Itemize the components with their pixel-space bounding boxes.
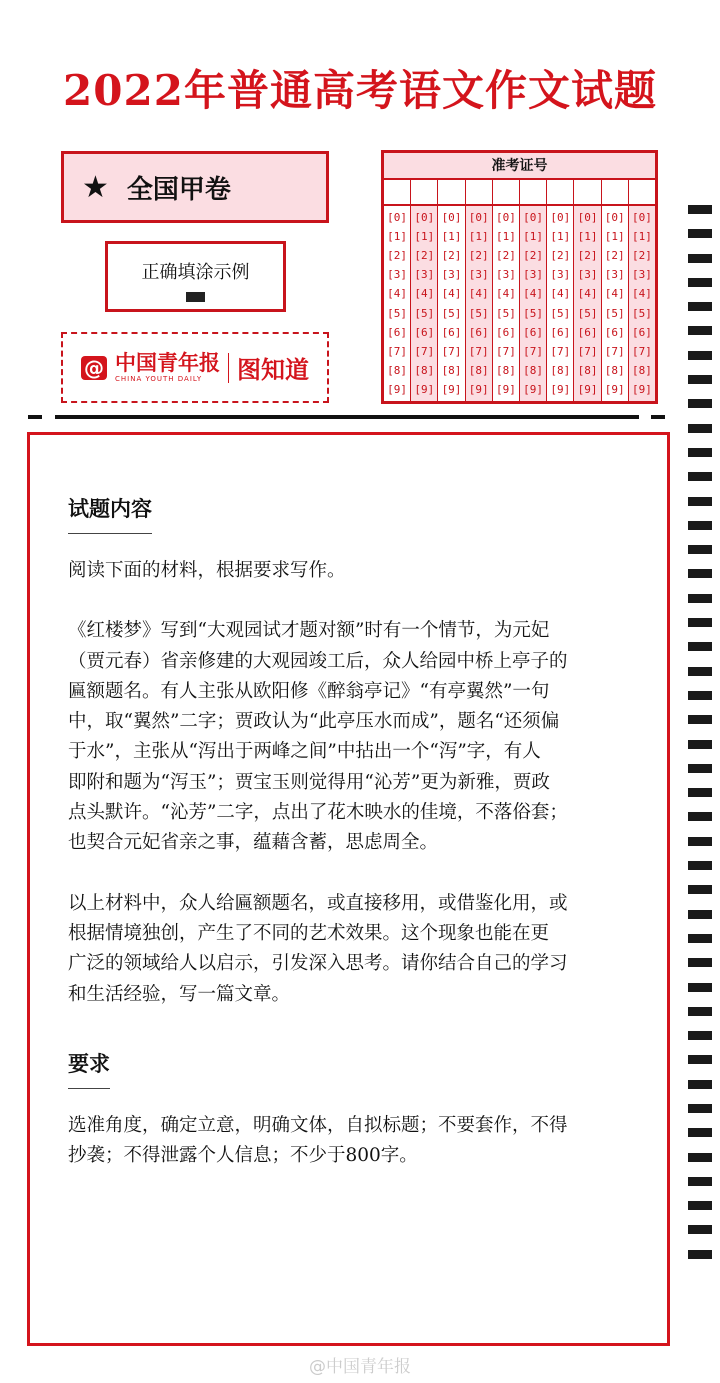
id-digit-box [629, 180, 655, 204]
text-line: 中，取“翼然”二字；贾政认为“此亭压水而成”，题名“还须偏 [68, 711, 560, 733]
timing-mark [688, 351, 712, 360]
digit-bubble[interactable]: [1] [495, 230, 516, 244]
id-digit-column [520, 206, 547, 401]
digit-bubble[interactable]: [8] [387, 363, 408, 377]
digit-bubble[interactable]: [6] [441, 325, 462, 339]
digit-bubble[interactable]: [3] [631, 268, 652, 282]
digit-bubble[interactable]: [5] [441, 306, 462, 320]
digit-bubble[interactable]: [7] [414, 344, 435, 358]
timing-mark [688, 399, 712, 408]
digit-bubble[interactable]: [6] [414, 325, 435, 339]
timing-mark [688, 375, 712, 384]
requirements-text [68, 1111, 637, 1172]
timing-mark [688, 837, 712, 846]
digit-bubble[interactable]: [6] [604, 325, 625, 339]
text-line: 广泛的领域给人以启示，引发深入思考。请你结合自己的学习 [68, 953, 568, 975]
digit-bubble[interactable]: [4] [468, 287, 489, 301]
digit-bubble[interactable]: [0] [604, 211, 625, 225]
question-content-box [27, 432, 670, 1346]
digit-bubble[interactable]: [4] [577, 287, 598, 301]
logo-brand: 图知道 [237, 356, 309, 384]
text-line: 根据情境独创，产生了不同的艺术效果。这个现象也能在更 [68, 922, 550, 944]
digit-bubble[interactable]: [8] [523, 363, 544, 377]
digit-bubble[interactable]: [9] [604, 382, 625, 396]
content-heading: 试题内容 [68, 493, 152, 534]
china-youth-daily-logo [61, 332, 329, 403]
digit-bubble[interactable]: [3] [604, 268, 625, 282]
id-digit-box [438, 180, 465, 204]
digit-bubble[interactable]: [1] [523, 230, 544, 244]
digit-bubble[interactable]: [9] [631, 382, 652, 396]
id-digit-box [466, 180, 493, 204]
logo-divider [228, 353, 229, 383]
digit-bubble[interactable]: [7] [495, 344, 516, 358]
digit-bubble[interactable]: [2] [577, 249, 598, 263]
digit-bubble[interactable]: [3] [441, 268, 462, 282]
digit-bubble[interactable]: [1] [604, 230, 625, 244]
id-digit-box [574, 180, 601, 204]
digit-bubble[interactable]: [3] [468, 268, 489, 282]
digit-bubble[interactable]: [8] [441, 363, 462, 377]
digit-bubble[interactable]: [7] [468, 344, 489, 358]
paper-type-label: 全国甲卷 [126, 174, 231, 205]
text-line: 选准角度，确定立意，明确文体，自拟标题；不要套作，不得 [68, 1114, 568, 1136]
digit-bubble[interactable]: [2] [414, 249, 435, 263]
timing-mark [688, 812, 712, 821]
text-line: 抄袭；不得泄露个人信息；不少于800字。 [68, 1145, 418, 1167]
digit-bubble[interactable]: [2] [604, 249, 625, 263]
id-digit-box [520, 180, 547, 204]
digit-bubble[interactable]: [3] [577, 268, 598, 282]
digit-bubble[interactable]: [6] [495, 325, 516, 339]
digit-bubble[interactable]: [6] [631, 325, 652, 339]
digit-bubble[interactable]: [0] [523, 211, 544, 225]
id-digit-box [384, 180, 411, 204]
digit-bubble[interactable]: [8] [631, 363, 652, 377]
paragraph [68, 616, 637, 858]
digit-bubble[interactable]: [6] [387, 325, 408, 339]
digit-bubble[interactable]: [1] [577, 230, 598, 244]
id-digit-column [493, 206, 520, 401]
digit-bubble[interactable]: [2] [468, 249, 489, 263]
digit-bubble[interactable]: [6] [523, 325, 544, 339]
timing-mark [688, 1153, 712, 1162]
digit-bubble[interactable]: [9] [550, 382, 571, 396]
divider-rule [55, 415, 639, 419]
timing-mark [688, 1128, 712, 1137]
digit-bubble[interactable]: [5] [495, 306, 516, 320]
digit-bubble[interactable]: [0] [550, 211, 571, 225]
digit-bubble[interactable]: [8] [468, 363, 489, 377]
timing-mark [688, 1080, 712, 1089]
digit-bubble[interactable]: [7] [631, 344, 652, 358]
text-line: 匾额题名。有人主张从欧阳修《醉翁亭记》“有亭翼然”一句 [68, 680, 550, 702]
id-digit-column [602, 206, 629, 401]
id-digit-box [602, 180, 629, 204]
timing-mark [688, 1007, 712, 1016]
digit-bubble[interactable]: [8] [495, 363, 516, 377]
digit-bubble[interactable]: [0] [495, 211, 516, 225]
timing-mark [688, 205, 712, 214]
timing-mark [688, 448, 712, 457]
timing-mark [688, 1177, 712, 1186]
id-digit-column [574, 206, 601, 401]
filled-mark-icon [186, 292, 205, 302]
timing-mark [688, 1104, 712, 1113]
digit-bubble[interactable]: [1] [441, 230, 462, 244]
digit-bubble[interactable]: [9] [495, 382, 516, 396]
id-digit-column [384, 206, 411, 401]
timing-marks [688, 205, 712, 1274]
timing-mark [688, 569, 712, 578]
timing-mark [688, 958, 712, 967]
digit-bubble[interactable]: [4] [631, 287, 652, 301]
digit-bubble[interactable]: [7] [441, 344, 462, 358]
timing-mark [688, 618, 712, 627]
timing-mark [688, 1055, 712, 1064]
digit-bubble[interactable]: [7] [577, 344, 598, 358]
timing-mark [688, 1250, 712, 1259]
text-line: 于水”，主张从“泻出于两峰之间”中拈出一个“泻”字，有人 [68, 741, 541, 763]
text-line: 即附和题为“泻玉”；贾宝玉则觉得用“沁芳”更为新雅，贾政 [68, 771, 550, 793]
digit-bubble[interactable]: [9] [414, 382, 435, 396]
digit-bubble[interactable]: [1] [631, 230, 652, 244]
timing-mark [688, 326, 712, 335]
timing-mark [688, 594, 712, 603]
paragraph [68, 556, 637, 586]
id-digit-box [547, 180, 574, 204]
fill-example-box [105, 241, 286, 312]
digit-bubble[interactable]: [5] [631, 306, 652, 320]
text-line: 和生活经验，写一篇文章。 [68, 983, 291, 1005]
text-line: （贾元春）省亲修建的大观园竣工后，众人给园中桥上亭子的 [68, 650, 568, 672]
paper-type-box [61, 151, 329, 223]
digit-bubble[interactable]: [2] [441, 249, 462, 263]
digit-bubble[interactable]: [9] [441, 382, 462, 396]
digit-bubble[interactable]: [3] [387, 268, 408, 282]
digit-bubble[interactable]: [4] [387, 287, 408, 301]
timing-mark [688, 521, 712, 530]
digit-bubble[interactable]: [9] [577, 382, 598, 396]
id-digit-column [466, 206, 493, 401]
exam-id-title: 准考证号 [384, 153, 655, 180]
digit-bubble[interactable]: [0] [441, 211, 462, 225]
digit-bubble[interactable]: [4] [604, 287, 625, 301]
timing-mark [688, 545, 712, 554]
digit-bubble[interactable]: [5] [414, 306, 435, 320]
digit-bubble[interactable]: [7] [523, 344, 544, 358]
digit-bubble[interactable]: [4] [523, 287, 544, 301]
timing-mark [688, 691, 712, 700]
digit-bubble[interactable]: [5] [550, 306, 571, 320]
timing-mark [688, 497, 712, 506]
exam-id-bubble-columns [384, 206, 655, 401]
digit-bubble[interactable]: [3] [523, 268, 544, 282]
digit-bubble[interactable]: [0] [631, 211, 652, 225]
digit-bubble[interactable]: [3] [495, 268, 516, 282]
text-line: 以上材料中，众人给匾额题名，或直接移用，或借鉴化用，或 [68, 892, 568, 914]
timing-mark [688, 254, 712, 263]
timing-mark [688, 302, 712, 311]
digit-bubble[interactable]: [5] [604, 306, 625, 320]
digit-bubble[interactable]: [0] [414, 211, 435, 225]
logo-name-cn: 中国青年报 [115, 350, 220, 375]
divider-rule [651, 415, 665, 419]
timing-mark [688, 1031, 712, 1040]
timing-mark [688, 788, 712, 797]
timing-mark [688, 424, 712, 433]
digit-bubble[interactable]: [2] [523, 249, 544, 263]
digit-bubble[interactable]: [7] [604, 344, 625, 358]
digit-bubble[interactable]: [0] [468, 211, 489, 225]
digit-bubble[interactable]: [5] [523, 306, 544, 320]
timing-mark [688, 983, 712, 992]
timing-mark [688, 229, 712, 238]
logo-name-en: CHINA YOUTH DAILY [115, 374, 203, 383]
digit-bubble[interactable]: [3] [550, 268, 571, 282]
digit-bubble[interactable]: [8] [604, 363, 625, 377]
weibo-watermark: @中国青年报 [309, 1357, 411, 1377]
digit-bubble[interactable]: [4] [441, 287, 462, 301]
id-digit-column [411, 206, 438, 401]
exam-id-write-boxes [384, 180, 655, 206]
timing-mark [688, 764, 712, 773]
id-digit-box [411, 180, 438, 204]
text-line: 点头默许。“沁芳”二字，点出了花木映水的佳境，不落俗套； [68, 802, 568, 824]
digit-bubble[interactable]: [0] [577, 211, 598, 225]
text-line: 《红楼梦》写到“大观园试才题对额”时有一个情节，为元妃 [68, 620, 550, 642]
digit-bubble[interactable]: [2] [631, 249, 652, 263]
digit-bubble[interactable]: [5] [387, 306, 408, 320]
timing-mark [688, 278, 712, 287]
id-digit-column [547, 206, 574, 401]
at-icon: @ [81, 356, 107, 380]
timing-mark [688, 715, 712, 724]
timing-mark [688, 861, 712, 870]
digit-bubble[interactable]: [2] [495, 249, 516, 263]
digit-bubble[interactable]: [2] [550, 249, 571, 263]
text-line: 阅读下面的材料，根据要求写作。 [68, 560, 346, 581]
timing-mark [688, 740, 712, 749]
digit-bubble[interactable]: [5] [468, 306, 489, 320]
fill-example-label: 正确填涂示例 [141, 262, 250, 283]
timing-mark [688, 642, 712, 651]
digit-bubble[interactable]: [8] [414, 363, 435, 377]
digit-bubble[interactable]: [9] [523, 382, 544, 396]
digit-bubble[interactable]: [6] [550, 325, 571, 339]
id-digit-box [493, 180, 520, 204]
timing-mark [688, 1201, 712, 1210]
paragraph [68, 889, 637, 1010]
digit-bubble[interactable]: [1] [468, 230, 489, 244]
requirements-heading: 要求 [68, 1048, 110, 1089]
timing-mark [688, 934, 712, 943]
digit-bubble[interactable]: [4] [414, 287, 435, 301]
digit-bubble[interactable]: [2] [387, 249, 408, 263]
exam-id-grid [381, 150, 658, 404]
timing-mark [688, 472, 712, 481]
page-title: 2022年普通高考语文作文试题 [63, 66, 657, 115]
digit-bubble[interactable]: [4] [495, 287, 516, 301]
digit-bubble[interactable]: [1] [387, 230, 408, 244]
digit-bubble[interactable]: [4] [550, 287, 571, 301]
timing-mark [688, 1225, 712, 1234]
timing-mark [688, 885, 712, 894]
digit-bubble[interactable]: [6] [468, 325, 489, 339]
digit-bubble[interactable]: [3] [414, 268, 435, 282]
digit-bubble[interactable]: [8] [550, 363, 571, 377]
digit-bubble[interactable]: [1] [414, 230, 435, 244]
star-icon: ★ [82, 169, 109, 205]
digit-bubble[interactable]: [7] [387, 344, 408, 358]
digit-bubble[interactable]: [1] [550, 230, 571, 244]
digit-bubble[interactable]: [0] [387, 211, 408, 225]
digit-bubble[interactable]: [5] [577, 306, 598, 320]
timing-mark [688, 910, 712, 919]
timing-mark [688, 667, 712, 676]
divider-rule [28, 415, 42, 419]
digit-bubble[interactable]: [9] [468, 382, 489, 396]
digit-bubble[interactable]: [8] [577, 363, 598, 377]
text-line: 也契合元妃省亲之事，蕴藉含蓄，思虑周全。 [68, 832, 439, 854]
id-digit-column [629, 206, 655, 401]
digit-bubble[interactable]: [6] [577, 325, 598, 339]
digit-bubble[interactable]: [7] [550, 344, 571, 358]
id-digit-column [438, 206, 465, 401]
digit-bubble[interactable]: [9] [387, 382, 408, 396]
